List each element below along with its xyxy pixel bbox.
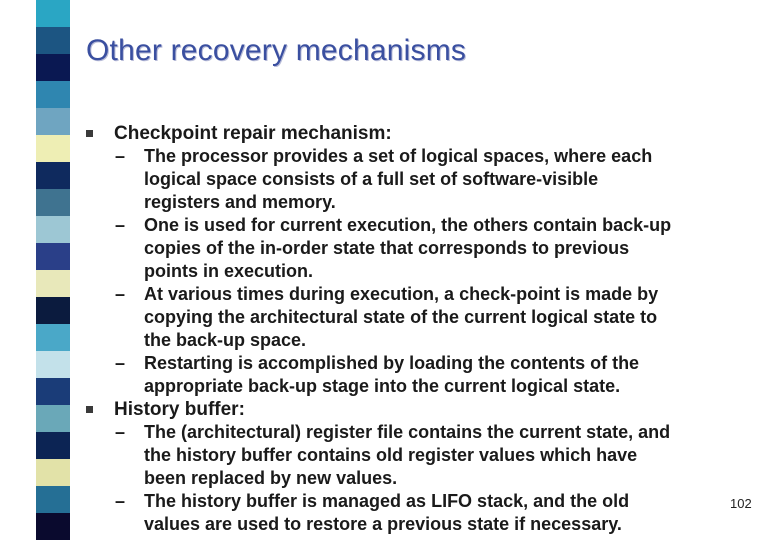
sub-bullet-item [86,352,746,398]
bullet-marker-icon [86,406,93,413]
slide-content [86,122,746,536]
stripe-block [36,216,70,243]
sub-bullet-item [86,214,746,283]
stripe-block [36,486,70,513]
sub-bullet-item [86,421,746,490]
stripe-block [36,459,70,486]
stripe-block [36,378,70,405]
sub-bullet-line: Restarting is accomplished by loading the contents of the [144,353,640,373]
stripe-block [36,54,70,81]
stripe-block [36,0,70,27]
stripe-block [36,405,70,432]
sub-bullet-line: The (architectural) register file contains the current state, and [144,422,671,442]
stripe-block [36,351,70,378]
sub-bullet-line: One is used for current execution, the others contain back-up [144,215,672,235]
dash-marker: – [115,353,126,373]
sub-bullet-item [86,283,746,352]
stripe-block [36,243,70,270]
stripe-block [36,324,70,351]
bullet-marker-icon [86,130,93,137]
bullet-item [86,122,746,145]
slide-title: Other recovery mechanisms [86,34,467,67]
stripe-block [36,108,70,135]
stripe-block [36,513,70,540]
sub-bullet-line: copying the architectural state of the current logical state to [144,307,658,327]
sub-bullet-line: At various times during execution, a check-point is made by [144,284,659,304]
dash-marker: – [115,284,126,304]
bullet-text: Checkpoint repair mechanism: [114,123,392,144]
bullet-item [86,398,746,421]
decorative-stripe [0,0,70,540]
sub-bullet-item [86,490,746,536]
dash-marker: – [115,491,126,511]
stripe-block [36,27,70,54]
sub-bullet-line: The history buffer is managed as LIFO stack, and the old [144,491,630,511]
dash-marker: – [115,215,126,235]
sub-bullet-line: appropriate back-up stage into the current logical state. [144,376,621,396]
dash-marker: – [115,422,126,442]
stripe-block [36,135,70,162]
stripe-block [36,162,70,189]
page-number: 102 [730,496,752,511]
sub-bullet-line: logical space consists of a full set of software-visible [144,169,599,189]
sub-bullet-line: The processor provides a set of logical spaces, where each [144,146,653,166]
stripe-block [36,297,70,324]
sub-bullet-item [86,145,746,214]
sub-bullet-line: copies of the in-order state that corresponds to previous [144,238,630,258]
sub-bullet-line: values are used to restore a previous state if necessary. [144,514,622,534]
stripe-block [36,270,70,297]
sub-bullet-line: been replaced by new values. [144,468,398,488]
sub-bullet-line: the back-up space. [144,330,307,350]
stripe-block [36,432,70,459]
sub-bullet-line: the history buffer contains old register values which have [144,445,638,465]
stripe-block [36,189,70,216]
sub-bullet-line: points in execution. [144,261,314,281]
bullet-text: History buffer: [114,399,245,420]
stripe-block [36,81,70,108]
sub-bullet-line: registers and memory. [144,192,336,212]
dash-marker: – [115,146,126,166]
